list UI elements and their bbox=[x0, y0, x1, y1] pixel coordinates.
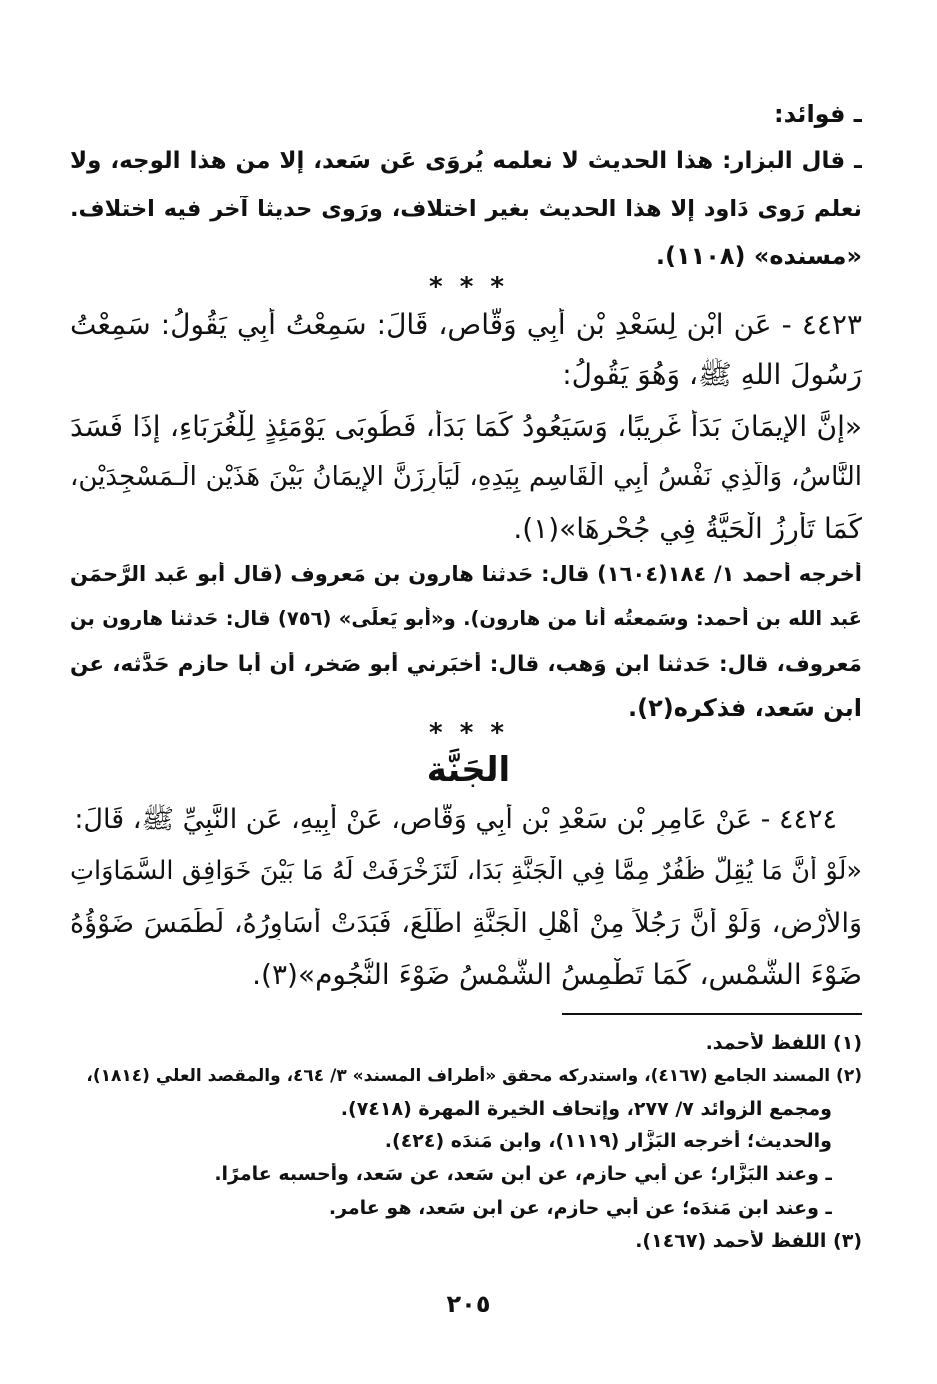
benefits-line-2: نعلم رَوى دَاود إلا هذا الحديث بغير اختلاف، ورَوى حديثا آخر فيه اختلاف. bbox=[70, 196, 862, 222]
hadith-4424-line-1: ٤٤٢٤ - عَنْ عَامِرِ بْنِ سَعْدِ بْنِ أَبِي وَقَّاصٍ، عَنْ أَبِيهِ، عَنِ النَّبِيِّ ﷺ، قَالَ: bbox=[74, 804, 837, 835]
separator-stars: * * * bbox=[429, 272, 508, 302]
footnote-2-cont-3: ـ وعند البَزَّار؛ عن أَبي حازم، عن ابن سَعد، عن سَعد، وأحسبه عامرًا. bbox=[214, 1163, 832, 1185]
hadith-4423-line-2: رَسُولَ اللهِ ﷺ، وَهُوَ يَقُولُ: bbox=[562, 358, 862, 391]
footnote-divider bbox=[562, 1013, 862, 1015]
footnote-2-cont-2: والحديث؛ أخرجه البَزَّار (١١١٩)، وابن مَندَه (٤٢٤). bbox=[384, 1130, 832, 1152]
hadith-4424-line-3: وَالأَرْضِ، وَلَوْ أَنَّ رَجُلاً مِنْ أَهْلِ الْجَنَّةِ اطَّلَعَ، فَبَدَتْ أَسَاوِرُهُ، لَطَمَسَ ضَوْؤُهُ bbox=[70, 908, 862, 939]
takhrij-4423-line-3: مَعروف، قال: حَدثنا ابن وَهب، قال: أَخبَرني أَبو صَخر، أَن أَبا حازم حَدَّثه، عن bbox=[70, 652, 862, 677]
page-number: ٢٠٥ bbox=[446, 1290, 491, 1318]
footnote-1: (١) اللفظ لأحمد. bbox=[705, 1032, 862, 1054]
takhrij-4423-line-2: عَبد الله بن أَحمد: وسَمعتُه أنا من هارون). و«أَبو يَعلَى» (٧٥٦) قال: حَدثنا هارون بن bbox=[70, 607, 862, 630]
footnote-2-cont-4: ـ وعند ابن مَندَه؛ عن أَبي حازم، عن ابن سَعد، هو عامر. bbox=[328, 1197, 832, 1219]
takhrij-4423-line-1: أخرجه أحمد ١/ ١٨٤(١٦٠٤) قال: حَدثنا هارون بن مَعروف (قال أَبو عَبد الرَّحمَن bbox=[70, 562, 862, 586]
hadith-4423-line-4: النَّاسُ، وَالَّذِي نَفْسُ أَبِي الْقَاسِمِ بِيَدِهِ، لَيَأْرِزَنَّ الإِيمَانُ بَيْنَ هَذَيْنِ الْـمَسْجِدَيْنِ، bbox=[70, 462, 862, 492]
hadith-4423-line-3: «إِنَّ الإِيمَانَ بَدَأَ غَرِيبًا، وَسَيَعُودُ كَمَا بَدَأَ، فَطُوبَى يَوْمَئِذٍ لِلْغُرَبَاءِ، إِذَا فَسَدَ bbox=[70, 410, 862, 443]
benefits-title: ـ فوائد: bbox=[773, 100, 862, 128]
takhrij-4423-line-4: ابن سَعد، فذكره(٢). bbox=[627, 694, 862, 722]
benefits-line-3: «مسنده» (١١٠٨). bbox=[655, 242, 862, 270]
hadith-4423-line-5: كَمَا تَأْرِزُ الْحَيَّةُ فِي جُحْرِهَا»(١). bbox=[513, 512, 862, 545]
footnote-3: (٣) اللفظ لأحمد (١٤٦٧). bbox=[635, 1230, 862, 1252]
hadith-4424-line-2: «لَوْ أَنَّ مَا يُقِلُّ ظُفُرٌ مِمَّا فِي الْجَنَّةِ بَدَا، لَتَزَخْرَفَتْ لَهُ مَا بَيْنَ خَوَافِقِ السَّمَاوَاتِ bbox=[70, 856, 862, 886]
footnote-2: (٢) المسند الجامع (٤١٦٧)، واستدركه محقق «أطراف المسند» ٣/ ٤٦٤، والمقصد العلي (١٨١٤)، bbox=[86, 1066, 862, 1086]
separator-stars: * * * bbox=[429, 718, 508, 748]
hadith-4423-line-1: ٤٤٢٣ - عَنِ ابْنٍ لِسَعْدِ بْنِ أَبِي وَقَّاصٍ، قَالَ: سَمِعْتُ أَبِي يَقُولُ: سَمِعْتُ bbox=[70, 308, 862, 341]
benefits-line-1: ـ قال البزار: هذا الحديث لا نعلمه يُروَى عَن سَعد، إلا من هذا الوجه، ولا bbox=[70, 148, 862, 174]
section-heading: الجَنَّة bbox=[426, 750, 511, 790]
hadith-4424-line-4: ضَوْءَ الشَّمْسِ، كَمَا تَطْمِسُ الشَّمْسُ ضَوْءَ النُّجُومِ»(٣). bbox=[252, 958, 862, 991]
footnote-2-cont-1: ومجمع الزوائد ٧/ ٢٧٧، وإتحاف الخيرة المهرة (٧٤١٨). bbox=[340, 1098, 832, 1120]
